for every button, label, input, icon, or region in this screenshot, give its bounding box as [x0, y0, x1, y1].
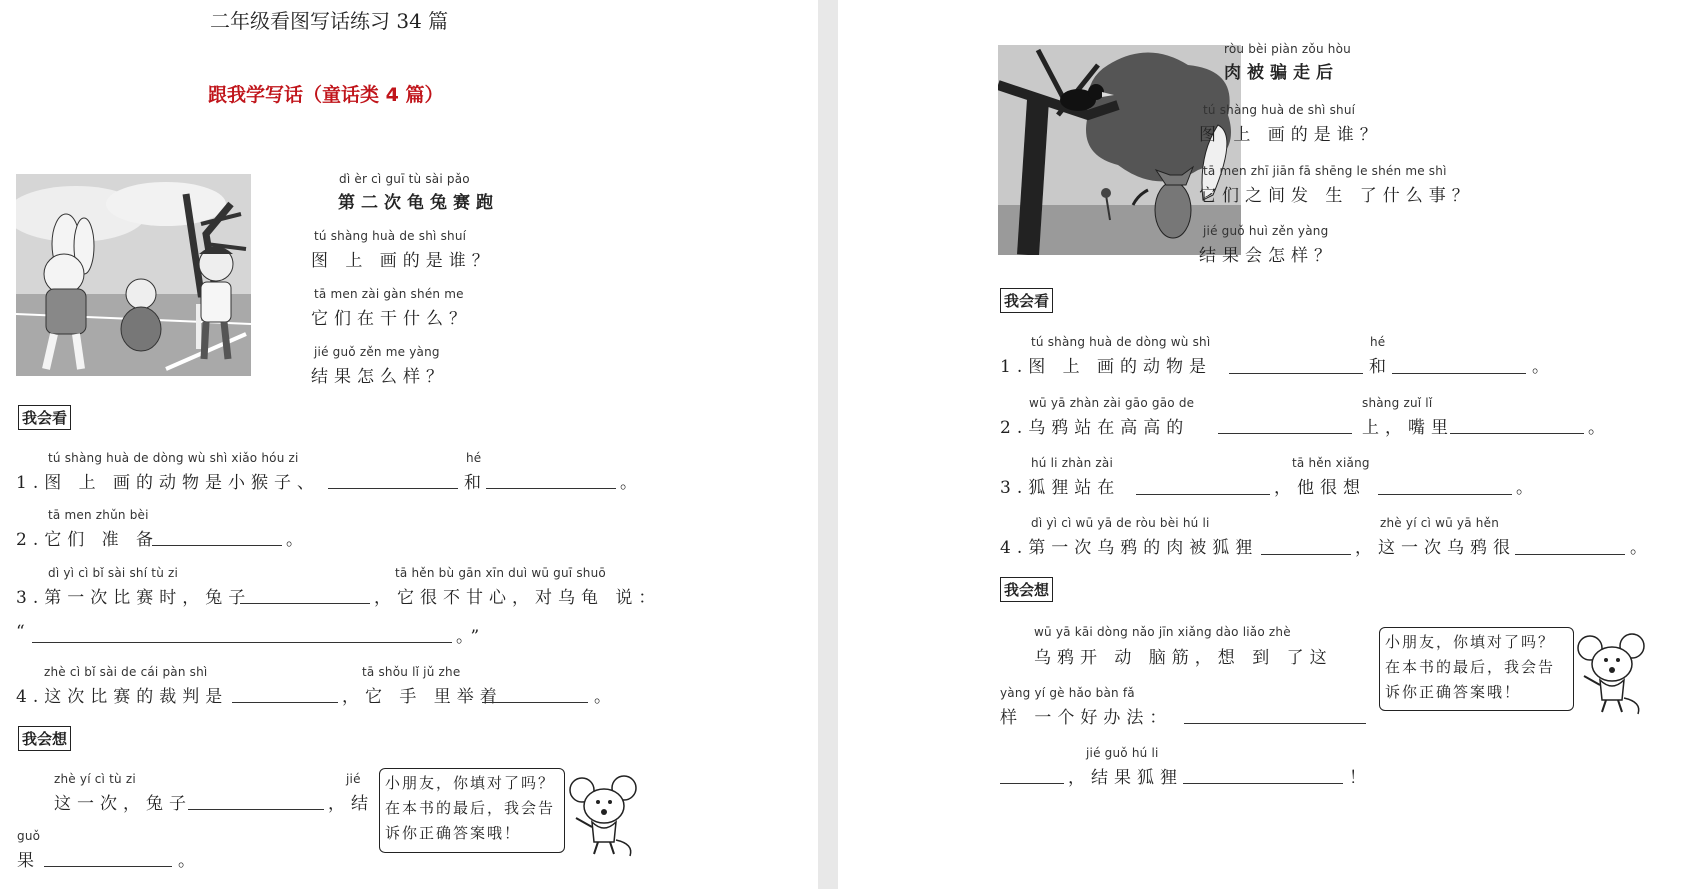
- story-title: 第二次龟兔赛跑: [338, 193, 499, 213]
- hint-speech-bubble: [1379, 627, 1574, 711]
- item-pinyin: zhè yí cì wū yā hěn: [1380, 516, 1499, 530]
- answer-blank[interactable]: [188, 809, 324, 810]
- question-pinyin: tā men zhī jiān fā shēng le shén me shì: [1203, 164, 1447, 178]
- question-pinyin: jié guǒ huì zěn yàng: [1203, 224, 1329, 238]
- think-text: 乌鸦开 动 脑筋，想 到 了这: [1034, 648, 1333, 668]
- think-text: 果: [17, 851, 40, 871]
- question-text: 它们之间发 生 了什么事？: [1199, 186, 1475, 206]
- think-text: ，结: [328, 794, 374, 814]
- think-pinyin: jié: [346, 772, 361, 786]
- document-title: 二年级看图写话练习 34 篇: [210, 9, 449, 33]
- answer-blank[interactable]: [1392, 373, 1526, 374]
- section-think-label: 我会想: [18, 726, 71, 751]
- story-title: 肉被骗走后: [1224, 63, 1339, 83]
- bubble-line: 诉你正确答案哦！: [385, 824, 522, 842]
- rabbit-turtle-monkey-illustration: [16, 174, 251, 376]
- think-end: 。: [178, 851, 201, 871]
- item-pinyin: tā hěn bù gān xīn duì wū guī shuō: [395, 566, 606, 580]
- item-pinyin: dì yì cì wū yā de ròu bèi hú li: [1031, 516, 1210, 530]
- mouse-mascot-icon: [568, 772, 640, 858]
- item-text: 上，嘴里: [1362, 418, 1454, 438]
- item-text: 2.它们 准 备: [16, 530, 160, 550]
- item-pinyin: tā hěn xiǎng: [1292, 456, 1370, 470]
- section-subtitle: 跟我学写话（童话类 4 篇）: [208, 84, 444, 106]
- answer-blank[interactable]: [32, 642, 452, 643]
- item-pinyin: tā men zhǔn bèi: [48, 508, 149, 522]
- bubble-line: 在本书的最后，我会告: [1385, 658, 1556, 676]
- item-text: ，它 手 里举着: [342, 687, 503, 707]
- think-text: ，结果狐狸: [1068, 768, 1183, 788]
- item-end: 。: [620, 473, 643, 493]
- story-title-pinyin: dì èr cì guī tù sài pǎo: [339, 172, 470, 186]
- answer-blank[interactable]: [1261, 554, 1351, 555]
- item-end: 。: [1630, 538, 1653, 558]
- think-text: 样 一个好办法：: [1000, 708, 1173, 728]
- mouse-mascot-icon: [1576, 630, 1648, 716]
- item-text: 3.第一次比赛时，兔子: [16, 588, 252, 608]
- item-end: 。: [1532, 357, 1555, 377]
- item-text: 4.第一次乌鸦的肉被狐狸: [1000, 538, 1259, 558]
- think-pinyin: guǒ: [17, 829, 41, 843]
- item-pinyin: tā shǒu lǐ jǔ zhe: [362, 665, 461, 679]
- answer-blank[interactable]: [482, 702, 588, 703]
- answer-blank[interactable]: [1136, 494, 1270, 495]
- think-text: 这一次，兔子: [54, 794, 192, 814]
- question-pinyin: tú shàng huà de shì shuí: [1203, 103, 1356, 117]
- question-text: 结果会怎样？: [1199, 246, 1337, 266]
- item-pinyin: wū yā zhàn zài gāo gāo de: [1029, 396, 1195, 410]
- item-pinyin: hé: [1370, 335, 1386, 349]
- item-text: 1.图 上 画的动物是小猴子、: [16, 473, 321, 493]
- item-text: 4.这次比赛的裁判是: [16, 687, 229, 707]
- item-pinyin: hú li zhàn zài: [1031, 456, 1113, 470]
- answer-blank[interactable]: [1184, 723, 1366, 724]
- left-page: [0, 0, 818, 889]
- think-pinyin: jié guǒ hú li: [1086, 746, 1159, 760]
- answer-blank[interactable]: [240, 603, 370, 604]
- answer-blank[interactable]: [1229, 373, 1363, 374]
- story-title-pinyin: ròu bèi piàn zǒu hòu: [1224, 42, 1351, 56]
- item-end: 。: [286, 530, 309, 550]
- item-text: 和: [464, 473, 487, 493]
- answer-blank[interactable]: [1183, 783, 1343, 784]
- bubble-line: 小朋友，你填对了吗？: [385, 774, 556, 792]
- item-end: 。: [1516, 478, 1539, 498]
- item-pinyin: dì yì cì bǐ sài shí tù zi: [48, 566, 179, 580]
- item-text: 和: [1369, 357, 1392, 377]
- question-pinyin: tā men zài gàn shén me: [314, 287, 464, 301]
- question-pinyin: jié guǒ zěn me yàng: [314, 345, 440, 359]
- question-text: 图 上 画的是谁？: [1199, 125, 1383, 145]
- answer-blank[interactable]: [486, 488, 616, 489]
- item-end: 。: [1588, 418, 1611, 438]
- item-text: ，他很想: [1274, 478, 1366, 498]
- item-text: 3.狐狸站在: [1000, 478, 1121, 498]
- item-pinyin: shàng zuǐ lǐ: [1362, 396, 1433, 410]
- item-pinyin: tú shàng huà de dòng wù shì: [1031, 335, 1211, 349]
- item-pinyin: hé: [466, 451, 482, 465]
- item-end: 。: [594, 687, 617, 707]
- question-text: 它们在干什么？: [311, 309, 472, 329]
- quote-open: “: [16, 622, 31, 642]
- bubble-line: 诉你正确答案哦！: [1385, 683, 1522, 701]
- answer-blank[interactable]: [232, 702, 338, 703]
- bubble-line: 在本书的最后，我会告: [385, 799, 556, 817]
- think-pinyin: yàng yí gè hǎo bàn fǎ: [1000, 686, 1135, 700]
- quote-close: 。”: [456, 627, 486, 647]
- hint-speech-bubble: [379, 768, 565, 853]
- answer-blank[interactable]: [152, 545, 282, 546]
- right-page: [838, 0, 1695, 889]
- answer-blank[interactable]: [1218, 433, 1352, 434]
- answer-blank[interactable]: [1450, 433, 1584, 434]
- item-text: ，它很不甘心，对乌龟 说：: [374, 588, 662, 608]
- think-end: ！: [1349, 768, 1372, 788]
- think-pinyin: zhè yí cì tù zi: [54, 772, 136, 786]
- question-pinyin: tú shàng huà de shì shuí: [314, 229, 467, 243]
- item-pinyin: zhè cì bǐ sài de cái pàn shì: [44, 665, 208, 679]
- question-text: 图 上 画的是谁？: [311, 251, 495, 271]
- bubble-line: 小朋友，你填对了吗？: [1385, 633, 1556, 651]
- answer-blank[interactable]: [1378, 494, 1512, 495]
- item-text: ，这一次乌鸦很: [1355, 538, 1516, 558]
- answer-blank[interactable]: [44, 866, 172, 867]
- item-pinyin: tú shàng huà de dòng wù shì xiǎo hóu zi: [48, 451, 299, 465]
- answer-blank[interactable]: [328, 488, 458, 489]
- section-think-label: 我会想: [1000, 577, 1053, 602]
- item-text: 2.乌鸦站在高高的: [1000, 418, 1190, 438]
- answer-blank[interactable]: [1515, 554, 1625, 555]
- section-look-label: 我会看: [18, 405, 71, 430]
- item-text: 1.图 上 画的动物是: [1000, 357, 1213, 377]
- think-pinyin: wū yā kāi dòng nǎo jīn xiǎng dào liǎo zhè: [1034, 625, 1291, 639]
- answer-blank[interactable]: [1000, 783, 1064, 784]
- section-look-label: 我会看: [1000, 288, 1053, 313]
- question-text: 结果怎么样？: [311, 367, 449, 387]
